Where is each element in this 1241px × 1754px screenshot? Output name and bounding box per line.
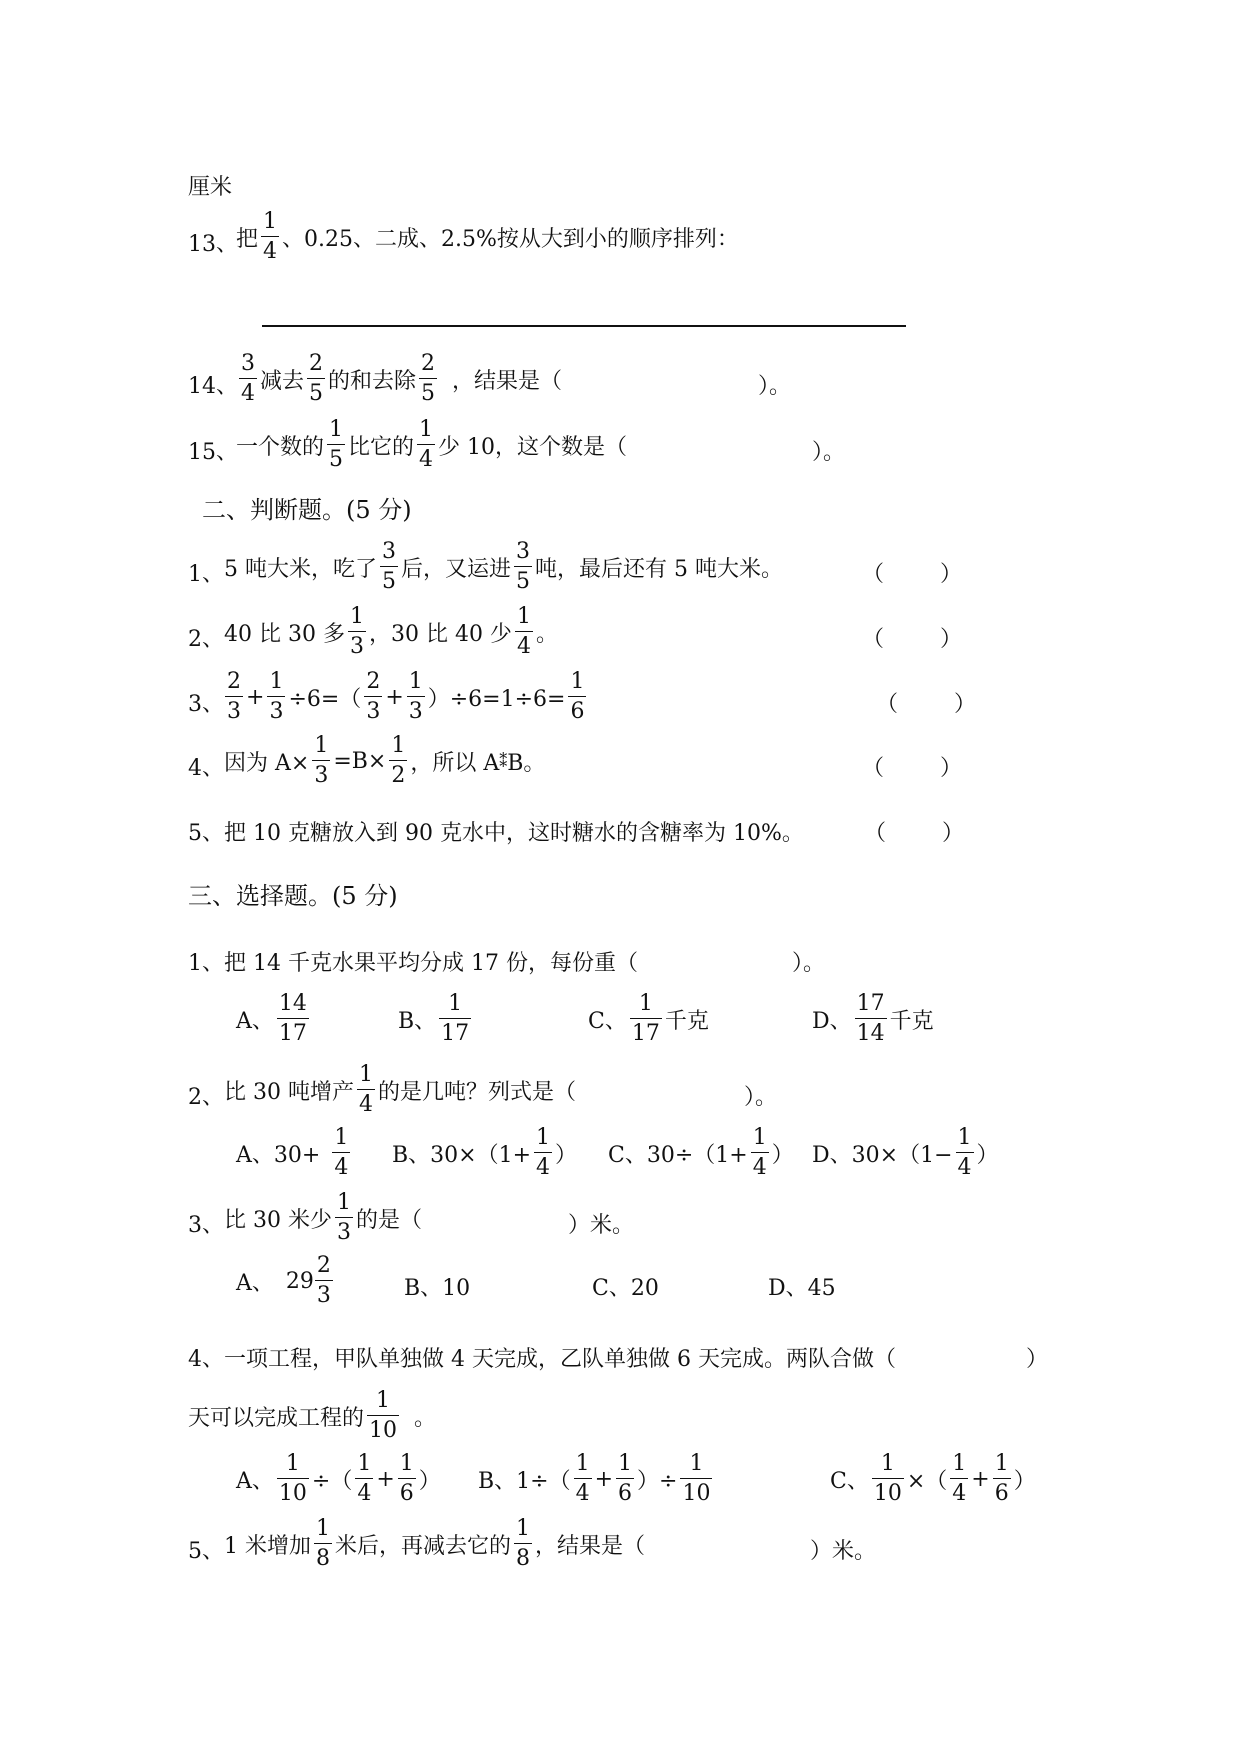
fraction: $\frac{1}{4}$ <box>952 1451 967 1506</box>
fraction: $\frac{1}{5}$ <box>329 417 344 472</box>
question-number: 5、 <box>188 1539 224 1564</box>
choice-3-body: 比 30 米少 $\frac{1}{3}$ 的是（ <box>224 1190 422 1245</box>
judge-2-body: 40 比 30 多 $\frac{1}{3}$ ，30 比 40 少 $\frac{1}{4}$ 。 <box>224 604 558 659</box>
fraction: $\frac{17}{14}$ <box>856 991 885 1046</box>
option-b[interactable]: B、 $\frac{1}{17}$ <box>398 991 470 1046</box>
judge-blank[interactable]: （ ） <box>862 756 962 781</box>
question-number: 1、 <box>188 951 224 976</box>
answer-line <box>262 325 906 327</box>
fraction: $\frac{1}{4}$ <box>752 1125 767 1180</box>
fraction: $\frac{1}{3}$ <box>269 669 284 724</box>
question-13-body: 把 $\frac{1}{4}$ 、0.25、二成、2.5%按从大到小的顺序排列： <box>236 209 739 264</box>
fraction: $\frac{1}{2}$ <box>391 733 406 788</box>
fraction: $\frac{1}{3}$ <box>314 733 329 788</box>
fraction: $\frac{1}{4}$ <box>358 1062 373 1117</box>
option-a[interactable]: A、 29 $\frac{2}{3}$ <box>236 1253 331 1308</box>
option-d[interactable]: D、30×（1− $\frac{1}{4}$ ） <box>812 1125 999 1180</box>
question-number: 3、 <box>188 692 224 717</box>
choice-4-text: 一项工程，甲队单独做 4 天完成，乙队单独做 6 天完成。两队合做（ <box>224 1347 896 1372</box>
judge-1-body: 5 吨大米，吃了 $\frac{3}{5}$ 后，又运进 $\frac{3}{5}$ 吨，最后还有 5 吨大米。 <box>224 539 783 594</box>
option-a[interactable]: A、 $\frac{1}{10}$ ÷（ $\frac{1}{4}$ + $\frac{1}{6}$ ） <box>236 1451 441 1506</box>
fraction: $\frac{1}{4}$ <box>536 1125 551 1180</box>
fraction: $\frac{1}{4}$ <box>575 1451 590 1506</box>
fraction: $\frac{1}{10}$ <box>369 1388 398 1443</box>
fraction: $\frac{1}{8}$ <box>516 1516 531 1571</box>
fraction: $\frac{14}{17}$ <box>278 991 307 1046</box>
section-heading: 二、判断题。(5 分) <box>202 496 412 524</box>
answer-close: ）米。 <box>810 1539 877 1564</box>
fraction: $\frac{1}{4}$ <box>334 1125 349 1180</box>
judge-5-text: 把 10 克糖放入到 90 克水中，这时糖水的含糖率为 10%。 <box>224 821 804 846</box>
answer-close: ）。 <box>812 440 846 465</box>
answer-close: ）。 <box>758 374 792 399</box>
fraction: $\frac{1}{6}$ <box>618 1451 633 1506</box>
answer-close: ） <box>1026 1347 1049 1372</box>
choice-4-body: 天可以完成工程的 $\frac{1}{10}$ 。 <box>188 1388 437 1443</box>
fraction: $\frac{2}{5}$ <box>421 351 436 406</box>
fraction: $\frac{1}{17}$ <box>631 991 660 1046</box>
question-14-body: $\frac{3}{4}$ 减去 $\frac{2}{5}$ 的和去除 $\frac{2}{5}$ ，结果是（ <box>241 351 563 406</box>
fraction: $\frac{3}{5}$ <box>516 539 531 594</box>
fraction: $\frac{1}{3}$ <box>408 669 423 724</box>
fraction: $\frac{1}{10}$ <box>873 1451 902 1506</box>
answer-close: ）米。 <box>568 1213 635 1238</box>
choice-2-body: 比 30 吨增产 $\frac{1}{4}$ 的是几吨？列式是（ <box>224 1062 576 1117</box>
fraction: $\frac{1}{4}$ <box>957 1125 972 1180</box>
option-b[interactable]: B、30×（1+ $\frac{1}{4}$ ） <box>392 1125 578 1180</box>
judge-4-body: 因为 A× $\frac{1}{3}$ =B× $\frac{1}{2}$ ，所以 A ⁑ B。 <box>224 733 546 788</box>
fraction: $\frac{2}{3}$ <box>316 1253 331 1308</box>
fraction: $\frac{1}{10}$ <box>682 1451 711 1506</box>
question-number: 4、 <box>188 1347 224 1372</box>
fraction: $\frac{1}{6}$ <box>994 1451 1009 1506</box>
question-number: 15、 <box>188 440 238 465</box>
judge-3-body: $\frac{2}{3}$ + $\frac{1}{3}$ ÷6=（ $\frac{2}{3}$ + $\frac{1}{3}$ ）÷6=1÷6= $\frac{1}{6}$ <box>227 669 585 724</box>
option-a[interactable]: A、30+ $\frac{1}{4}$ <box>236 1125 349 1180</box>
option-a[interactable]: A、 $\frac{14}{17}$ <box>236 991 307 1046</box>
answer-close: ）。 <box>744 1085 778 1110</box>
choice-1-text: 把 14 千克水果平均分成 17 份，每份重（ <box>224 951 638 976</box>
question-number: 1、 <box>188 562 224 587</box>
judge-blank[interactable]: （ ） <box>876 692 976 717</box>
question-number: 5、 <box>188 821 224 846</box>
fraction: $\frac{1}{6}$ <box>399 1451 414 1506</box>
option-c[interactable]: C、20 <box>592 1276 659 1301</box>
option-c[interactable]: C、 $\frac{1}{17}$ 千克 <box>588 991 709 1046</box>
question-15-body: 一个数的 $\frac{1}{5}$ 比它的 $\frac{1}{4}$ 少 10，这个数是（ <box>236 417 628 472</box>
fraction: $\frac{1}{10}$ <box>278 1451 307 1506</box>
option-b[interactable]: B、1÷（ $\frac{1}{4}$ + $\frac{1}{6}$ ）÷ $\frac{1}{10}$ <box>478 1451 711 1506</box>
question-number: 13、 <box>188 232 238 257</box>
fraction: $\frac{2}{3}$ <box>366 669 381 724</box>
fraction: $\frac{1}{4}$ <box>419 417 434 472</box>
question-number: 14、 <box>188 374 238 399</box>
fraction: $\frac{3}{4}$ <box>241 351 255 406</box>
question-number: 2、 <box>188 627 224 652</box>
question-number: 2、 <box>188 1085 224 1110</box>
option-d[interactable]: D、 $\frac{17}{14}$ 千克 <box>812 991 934 1046</box>
option-b[interactable]: B、10 <box>404 1276 471 1301</box>
fraction: $\frac{3}{5}$ <box>382 539 396 594</box>
fraction: $\frac{1}{3}$ <box>336 1190 351 1245</box>
fraction: $\frac{1}{3}$ <box>349 604 364 659</box>
option-c[interactable]: C、 $\frac{1}{10}$ ×（ $\frac{1}{4}$ + $\frac{1}{6}$ ） <box>830 1451 1036 1506</box>
answer-close: ）。 <box>792 951 826 976</box>
fraction: $\frac{1}{4}$ <box>357 1451 372 1506</box>
option-c[interactable]: C、30÷（1+ $\frac{1}{4}$ ） <box>608 1125 794 1180</box>
judge-blank[interactable]: （ ） <box>864 821 964 846</box>
fraction: $\frac{1}{8}$ <box>316 1516 330 1571</box>
judge-blank[interactable]: （ ） <box>862 562 962 587</box>
question-number: 4、 <box>188 756 224 781</box>
unclear-symbol-icon: ⁑ <box>499 751 508 771</box>
option-d[interactable]: D、45 <box>768 1276 836 1301</box>
fraction: $\frac{2}{5}$ <box>309 351 324 406</box>
fraction: $\frac{1}{17}$ <box>441 991 470 1046</box>
continued-unit-text: 厘米 <box>188 175 233 200</box>
judge-blank[interactable]: （ ） <box>862 627 962 652</box>
fraction: $\frac{1}{6}$ <box>570 669 585 724</box>
question-number: 3、 <box>188 1213 224 1238</box>
section-heading: 三、选择题。(5 分) <box>188 882 398 910</box>
choice-5-body: 1 米增加 $\frac{1}{8}$ 米后，再减去它的 $\frac{1}{8}$ ，结果是（ <box>224 1516 646 1571</box>
fraction: $\frac{2}{3}$ <box>227 669 241 724</box>
fraction: $\frac{1}{4}$ <box>263 209 278 264</box>
fraction: $\frac{1}{4}$ <box>516 604 531 659</box>
